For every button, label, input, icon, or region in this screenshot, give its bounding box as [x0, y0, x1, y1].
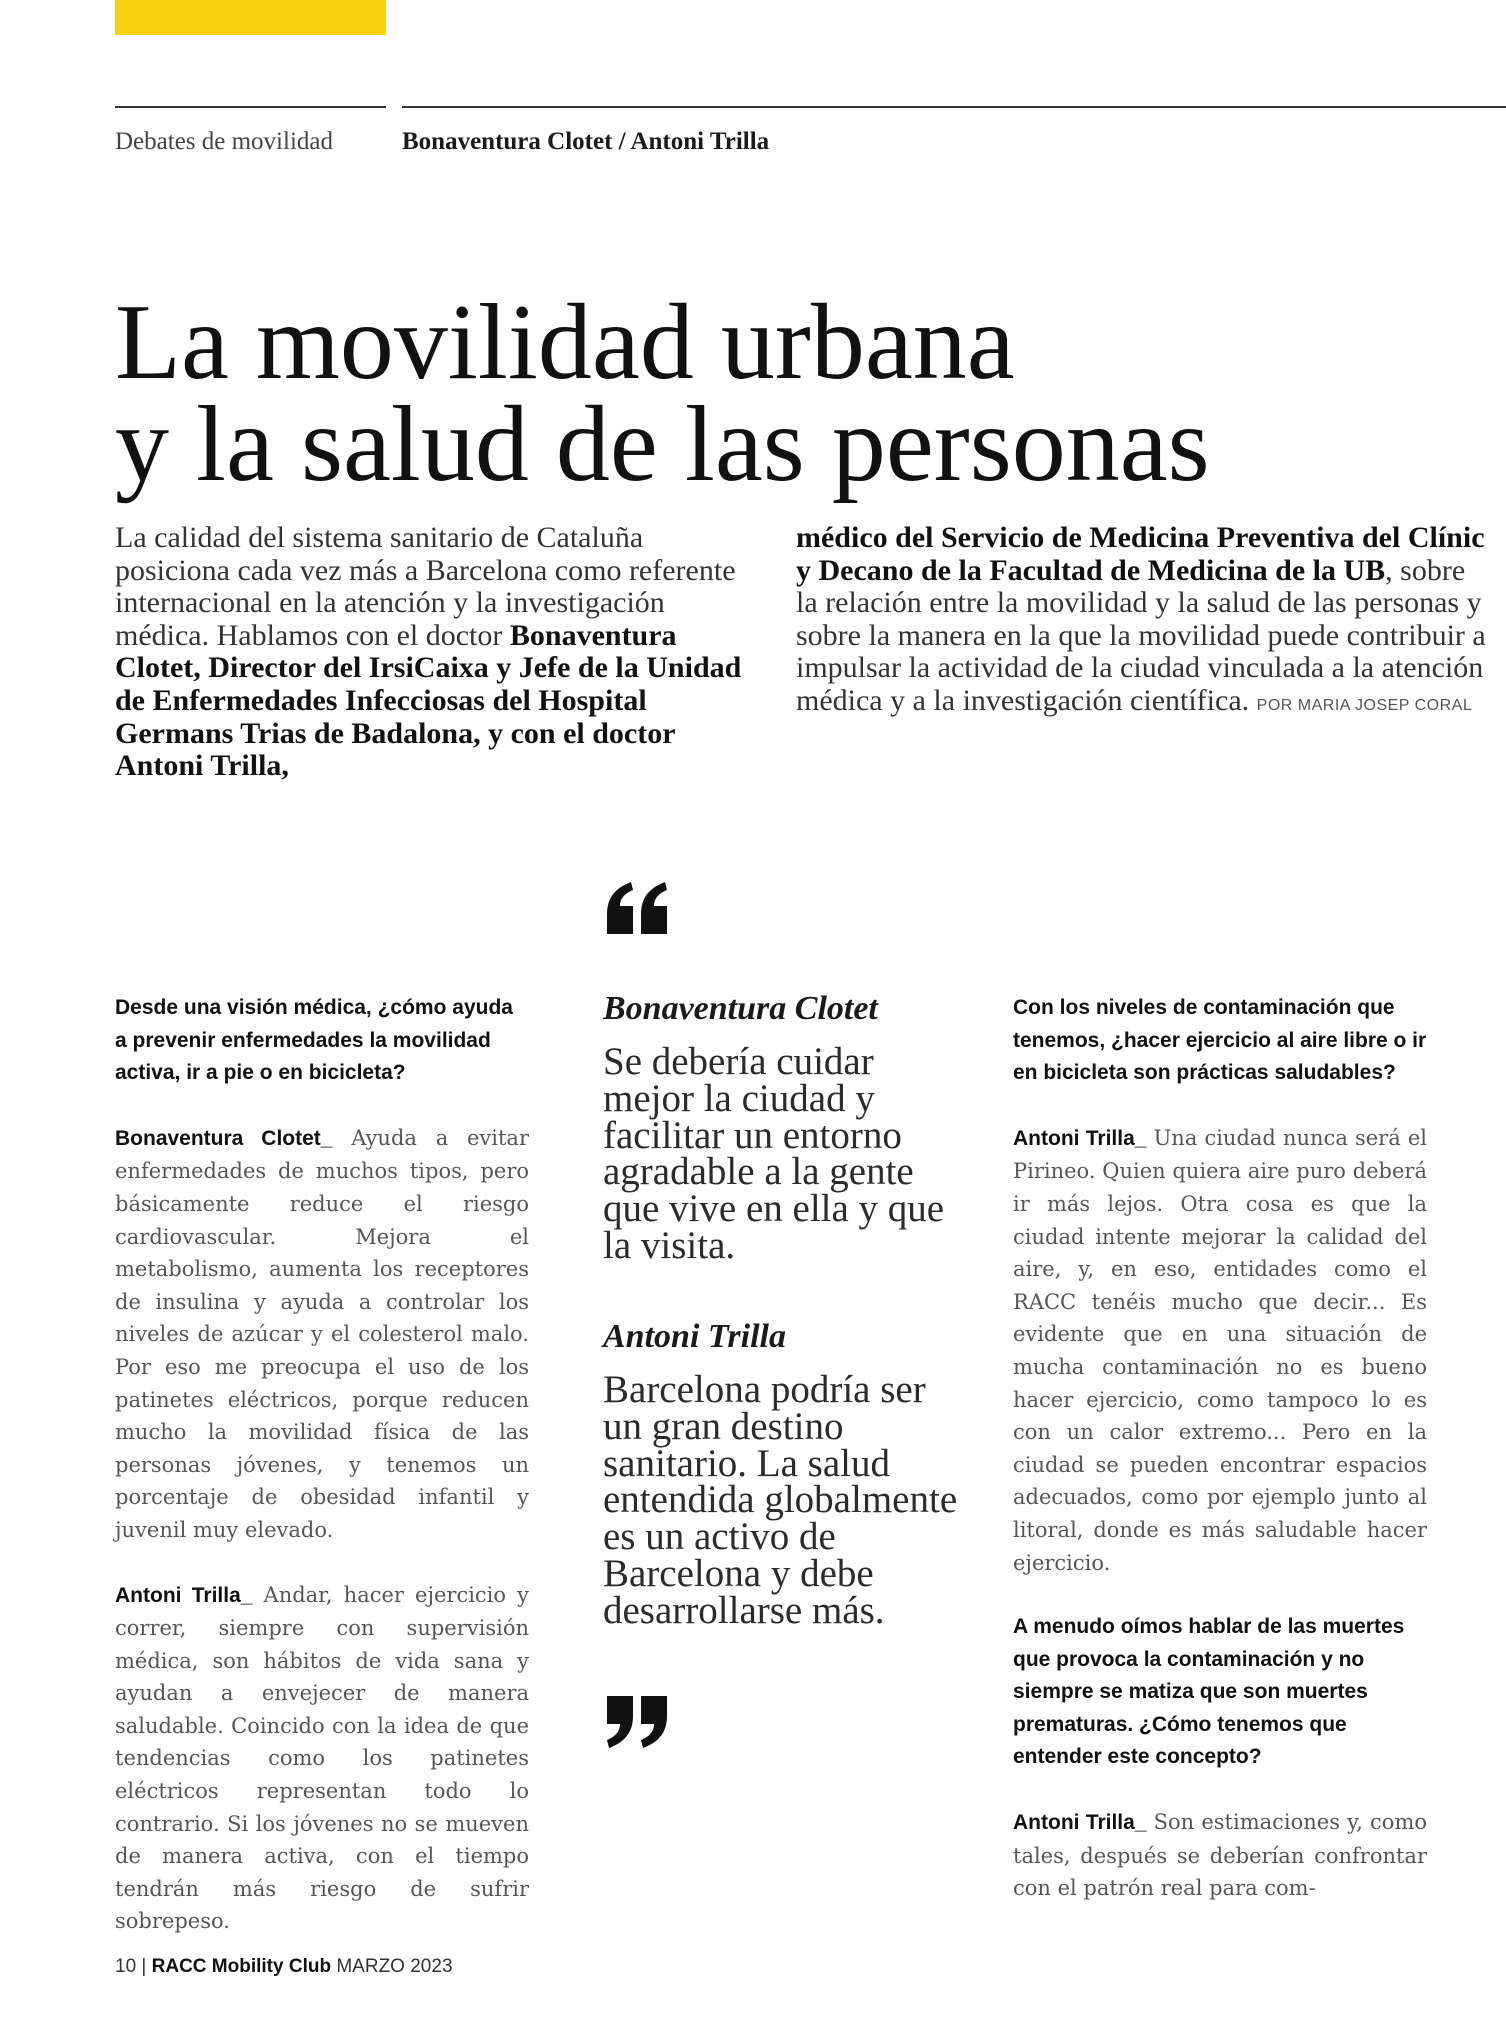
section-label: Debates de movilidad: [115, 128, 333, 155]
close-quote-icon: [603, 1690, 673, 1760]
header-rule-left: [115, 106, 386, 108]
answer-trilla-2: [1013, 1122, 1427, 1579]
intro-bold-2: médico del Servicio de Medicina Preventiva del Clínic y Decano de la Facultad de Medicina de la UB: [796, 521, 1485, 587]
answer-trilla-2-text: Una ciudad nunca será el Pirineo. Quien quiera aire puro deberá ir más lejos. Otra cosa es que la ciudad intente mejorar la calidad del aire, y, en eso, entidades como el RACC tenéis mucho que decir... Es evidente que en una situación de mucha contaminación no es bueno hacer ejercicio, como tampoco lo es con un calor extremo... Pero en la ciudad se pueden encontrar espacios adecuados, como por ejemplo junto al litoral, donde es más saludable hacer ejercicio.: [1013, 1125, 1427, 1575]
title-line-1: La movilidad urbana: [115, 283, 1015, 402]
speaker-trilla-2: Antoni Trilla_: [1013, 1126, 1147, 1150]
pull-quote-1-text: Se debería cuidar mejor la ciudad y facilitar un entorno agradable a la gente que vive en ella y que la visita.: [603, 1040, 945, 1267]
pull-quote-2-name: Antoni Trilla: [603, 1318, 786, 1355]
pull-quote-1-name: Bonaventura Clotet: [603, 990, 878, 1027]
intro-bold-1: Bonaventura Clotet, Director del IrsiCaixa y Jefe de la Unidad de Enfermedades Infecciosas del Hospital Germans Trias de Badalona, y con el doctor Antoni Trilla,: [115, 618, 742, 783]
intro-column-2: [796, 522, 1486, 723]
question-3: A menudo oímos hablar de las muertes que provoca la contaminación y no siempre se matiza que son muertes prematuras. ¿Cómo tenemos que entender este concepto?: [1013, 1615, 1405, 1769]
publication-name: RACC Mobility Club: [151, 1956, 332, 1977]
speaker-trilla: Antoni Trilla_: [115, 1583, 253, 1607]
title-line-2: y la salud de las personas: [115, 385, 1210, 504]
intro-column-1: [115, 522, 755, 783]
authors-label: Bonaventura Clotet / Antoni Trilla: [402, 128, 770, 155]
intro-text-1: La calidad del sistema sanitario de Cataluña posiciona cada vez más a Barcelona como referente internacional en la atención y la investigación médica. Hablamos con el doctor: [115, 521, 736, 652]
left-column: [115, 992, 529, 1970]
right-column: [1013, 992, 1427, 1905]
answer-trilla-3-text: Son estimaciones y, como tales, después se deberían confrontar con el patrón real para com-: [1013, 1810, 1428, 1901]
page-title: [115, 283, 1210, 504]
issue-date: MARZO 2023: [336, 1956, 453, 1977]
accent-tab: [115, 0, 386, 35]
answer-clotet: [115, 1122, 529, 1547]
byline: POR MARIA JOSEP CORAL: [1256, 696, 1473, 714]
answer-trilla-text: Andar, hacer ejercicio y correr, siempre con supervisión médica, son hábitos de vida sana y ayudan a envejecer de manera saludable. Coincido con la idea de que tendencias como los patinetes eléctricos representan todo lo contrario. Si los jóvenes no se mueven de manera activa, con el tiempo tendrán más riesgo de sufrir sobrepeso.: [115, 1582, 530, 1934]
pull-quote-2-text: Barcelona podría ser un gran destino sanitario. La salud entendida globalmente es un activo de Barcelona y debe desarrollarse más.: [603, 1368, 958, 1632]
intro-text-2: , sobre la relación entre la movilidad y la salud de las personas y sobre la manera en la que la movilidad puede contribuir a impulsar la actividad de la ciudad vinculada a la atención médica y a la investigación científica.: [796, 553, 1486, 717]
open-quote-icon: [603, 876, 673, 946]
header-rule-right: [402, 106, 1506, 108]
question-1: Desde una visión médica, ¿cómo ayuda a prevenir enfermedades la movilidad activa, ir a pie o en bicicleta?: [115, 996, 513, 1085]
speaker-trilla-3: Antoni Trilla_: [1013, 1811, 1147, 1835]
answer-trilla-3: [1013, 1806, 1427, 1905]
page-footer: [115, 1956, 453, 1978]
page-number: 10: [115, 1956, 137, 1977]
answer-trilla: [115, 1579, 529, 1939]
question-2: Con los niveles de contaminación que tenemos, ¿hacer ejercicio al aire libre o ir en bicicleta son prácticas saludables?: [1013, 996, 1427, 1085]
answer-clotet-text: Ayuda a evitar enfermedades de muchos tipos, pero básicamente reduce el riesgo cardiovascular. Mejora el metabolismo, aumenta los receptores de insulina y ayuda a controlar los niveles de azúcar y el colesterol malo. Por eso me preocupa el uso de los patinetes eléctricos, porque reducen mucho la movilidad física de las personas jóvenes, y tenemos un porcentaje de obesidad infantil y juvenil muy elevado.: [115, 1125, 529, 1542]
footer-separator: |: [141, 1956, 147, 1977]
speaker-clotet: Bonaventura Clotet_: [115, 1126, 333, 1150]
